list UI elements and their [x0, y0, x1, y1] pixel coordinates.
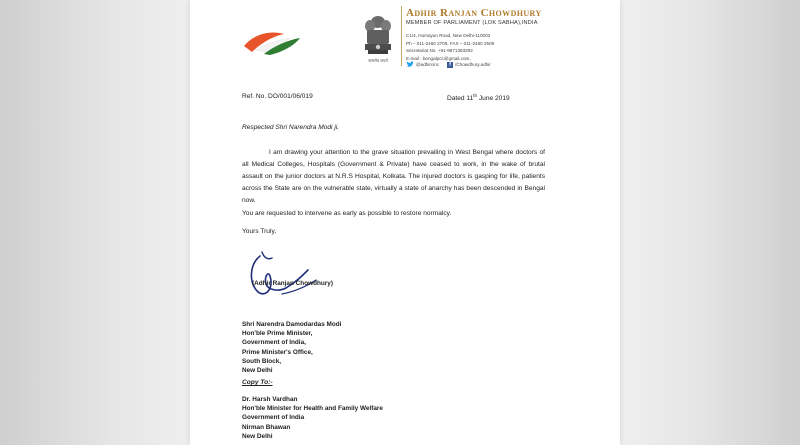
copy-to-block	[242, 395, 383, 441]
addressee-line: Shri Narendra Damodardas Modi	[242, 321, 342, 328]
copy-to-label: Copy To:-	[242, 379, 273, 386]
reference-number: Ref. No. DO/001/06/019	[242, 93, 313, 100]
copy-to-line: Dr. Harsh Vardhan	[242, 396, 298, 403]
signatory-name: (Adhir Ranjan Chowdhury)	[252, 280, 333, 287]
address-line: C1/4, Humayun Road, New Delhi-110003	[406, 33, 491, 38]
social-links	[406, 61, 491, 68]
addressee-line: Prime Minister's Office,	[242, 348, 313, 356]
background-right	[620, 0, 800, 445]
addressee-block	[242, 320, 341, 375]
letterhead-divider	[401, 6, 402, 66]
background-left	[0, 0, 190, 445]
email-line: E-mail : bengalpcc@gmail.com,	[406, 56, 471, 61]
national-emblem-icon	[360, 12, 396, 64]
copy-to-line: Hon'ble Minister for Health and Family Welfare	[242, 405, 383, 413]
copy-to-line: Government of India	[242, 414, 305, 422]
phone-line: Ph – 011-2460 2709, FAX – 011-2460 2509	[406, 41, 495, 46]
letter-date: Dated 11th June 2019	[447, 93, 510, 103]
letterhead-role: MEMBER OF PARLIAMENT (LOK SABHA),INDIA	[406, 20, 538, 26]
copy-to-line: New Delhi	[242, 432, 273, 440]
addressee-line: New Delhi	[242, 367, 273, 375]
twitter-icon	[406, 61, 414, 68]
facebook-icon: f	[447, 62, 453, 68]
secretariat-line: Secretariat No. +91-9871393292	[406, 48, 473, 53]
body-paragraph-2: You are requested to intervene as early as possible to restore normalcy.	[242, 210, 452, 217]
signature-mark	[242, 248, 382, 306]
letter-page	[190, 0, 620, 445]
twitter-handle: @adhircinc	[416, 62, 440, 67]
addressee-line: Government of India,	[242, 339, 306, 347]
tricolour-logo-icon	[240, 26, 302, 56]
addressee-line: Hon'ble Prime Minister,	[242, 330, 313, 338]
closing: Yours Truly,	[242, 228, 277, 235]
facebook-handle: /Chowdhury.adhir	[455, 62, 491, 67]
letterhead-name: Adhir Ranjan Chowdhury	[406, 7, 542, 19]
addressee-line: South Block,	[242, 357, 282, 365]
emblem-caption: सत्यमेव जयते	[368, 58, 388, 63]
salutation: Respected Shri Narendra Modi ji,	[242, 124, 340, 131]
body-paragraph-1: I am drawing your attention to the grave situation prevailing in West Bengal where doctors of all Medical Colleges, Hospitals (Government & Private) have ceased to work, in the wake of brutal assault on the junior doctors at N.R.S Hospital, Kolkata. The injured doctors is gasping for life, patients across the State are on the vulnerable state, virtually a state of anarchy has been descended in Bengal now.	[242, 149, 545, 204]
copy-to-line: Nirman Bhawan	[242, 423, 291, 431]
